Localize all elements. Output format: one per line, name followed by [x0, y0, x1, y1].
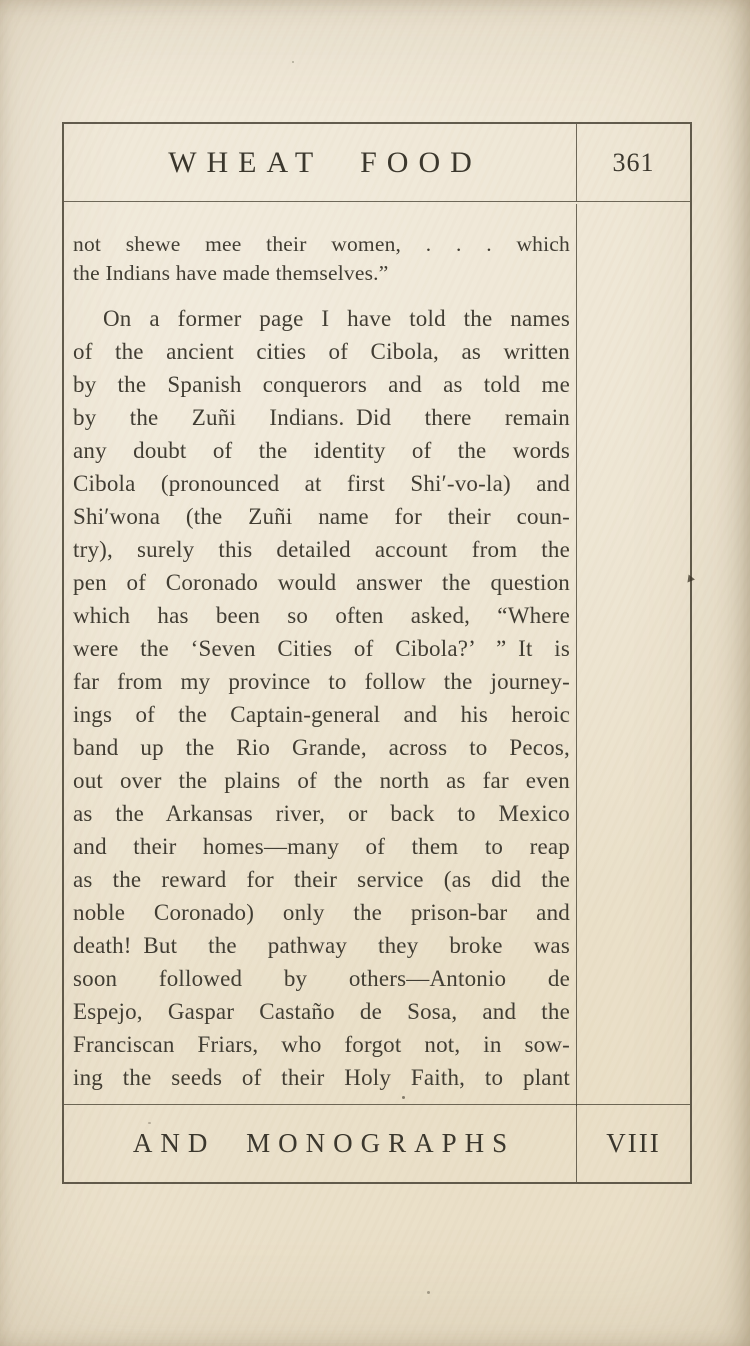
body-text	[64, 204, 576, 1094]
margin-column	[577, 204, 690, 1106]
text-line: any doubt of the identity of the words	[73, 437, 570, 463]
text-line: not shewe mee their women, . . . which	[73, 231, 570, 256]
ink-speck	[687, 575, 695, 584]
text-column	[64, 204, 577, 1106]
text-line: pen of Coronado would answer the question	[73, 569, 570, 595]
text-line: as the reward for their service (as did the	[73, 866, 570, 892]
text-line: which has been so often asked, “Where	[73, 602, 570, 628]
text-line: Espejo, Gaspar Castaño de Sosa, and the	[73, 998, 570, 1024]
text-line: the Indians have made themselves.”	[73, 260, 389, 285]
ink-speck	[427, 1291, 430, 1294]
page-footer	[64, 1104, 690, 1182]
ink-speck	[292, 61, 294, 63]
text-line: band up the Rio Grande, across to Pecos,	[73, 734, 570, 760]
page-body	[64, 204, 690, 1106]
volume-number-cell	[577, 1105, 690, 1182]
quote-continuation	[73, 230, 570, 288]
page-number: 361	[612, 147, 655, 177]
text-line: soon followed by others—Antonio de	[73, 965, 570, 991]
text-line: Cibola (pronounced at first Shi′-vo-la) and	[73, 470, 570, 496]
paragraph	[73, 302, 570, 1094]
ink-speck	[402, 1096, 405, 1099]
text-line: and their homes—many of them to reap	[73, 833, 570, 859]
page-frame	[62, 122, 692, 1184]
series-title: AND MONOGRAPHS	[132, 1128, 516, 1158]
text-line: noble Coronado) only the prison-bar and	[73, 899, 570, 925]
text-line: ings of the Captain-general and his heroic	[73, 701, 570, 727]
text-line: On a former page I have told the names	[103, 305, 570, 331]
text-line: far from my province to follow the journey-	[73, 668, 570, 694]
text-line: death! But the pathway they broke was	[73, 932, 570, 958]
text-line: were the ‘Seven Cities of Cibola?’ ” It is	[73, 635, 570, 661]
text-line: by the Spanish conquerors and as told me	[73, 371, 570, 397]
text-line: Franciscan Friars, who forgot not, in sow-	[73, 1031, 570, 1057]
text-line: of the ancient cities of Cibola, as written	[73, 338, 570, 364]
page-number-cell	[577, 124, 690, 201]
text-line: try), surely this detailed account from the	[73, 536, 570, 562]
series-title-cell	[64, 1105, 577, 1182]
volume-number: VIII	[606, 1128, 661, 1158]
ink-speck	[148, 1122, 151, 1124]
text-line: as the Arkansas river, or back to Mexico	[73, 800, 570, 826]
page-header	[64, 124, 690, 202]
running-head: WHEAT FOOD	[168, 145, 482, 179]
text-line: by the Zuñi Indians. Did there remain	[73, 404, 570, 430]
text-line: Shi′wona (the Zuñi name for their coun-	[73, 503, 570, 529]
text-line: out over the plains of the north as far even	[73, 767, 570, 793]
running-head-cell	[64, 124, 577, 201]
text-line: ing the seeds of their Holy Faith, to plant	[73, 1064, 570, 1090]
